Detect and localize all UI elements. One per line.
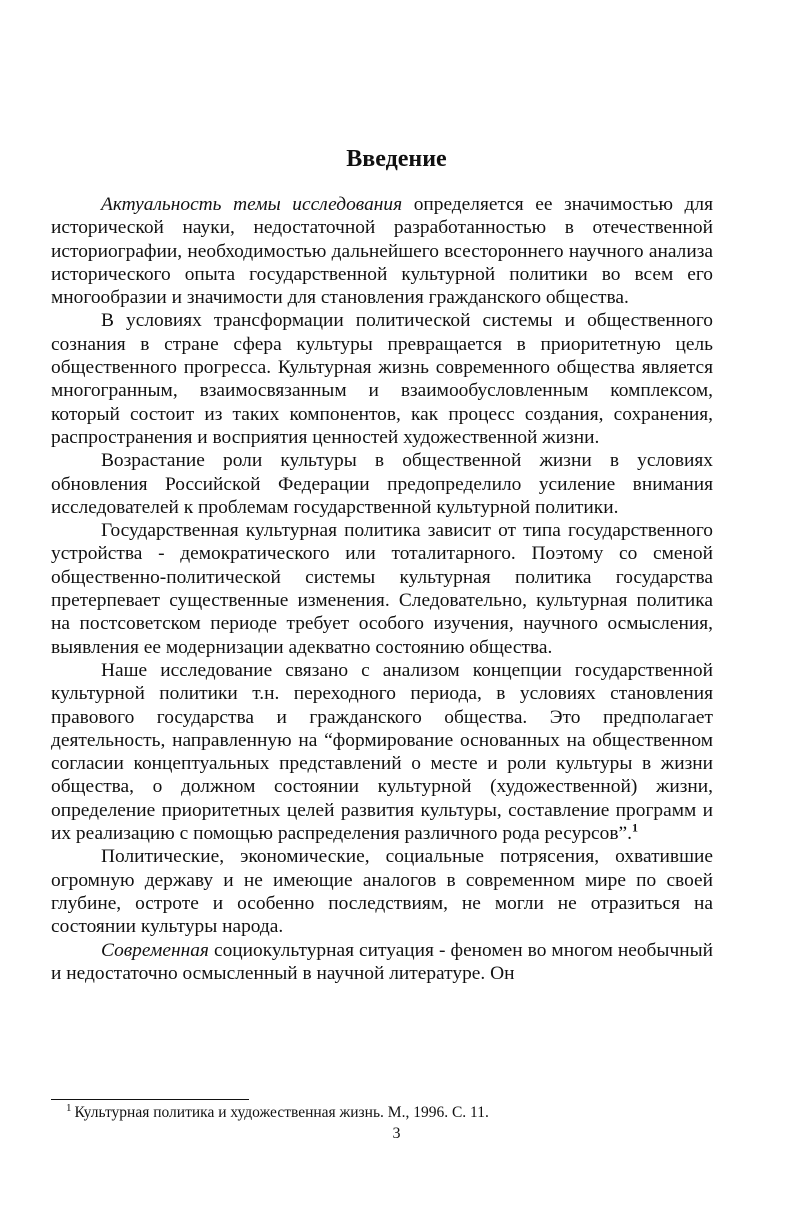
paragraph-state-policy (51, 519, 713, 659)
body-text (51, 193, 713, 985)
footnote-text: Культурная политика и художественная жизнь. М., 1996. С. 11. (74, 1104, 489, 1121)
paragraph-sociocultural (51, 939, 713, 986)
paragraph-lead-italic: Актуальность темы исследования (101, 194, 403, 215)
footnote (66, 1103, 706, 1123)
paragraph-text: Возрастание роли культуры в общественной жизни в условиях обновления Российской Федерации предопределило усиление внимания исследователей к проблемам государственной культурной политики. (51, 450, 713, 518)
paragraph-text: определяется ее значимостью для исторической науки, недостаточной разработанностью в отечественной историографии, необходимостью дальнейшего всестороннего научного анализа исторического опыта государственной культурной политики во всем его многообразии и значимости для становления гражданского общества. (51, 194, 714, 309)
page-number: 3 (392, 1125, 401, 1142)
paragraph-text: Государственная культурная политика зависит от типа государственного устройства - демократического или тоталитарного. Поэтому со сменой общественно-политической системы культурная политика государства претерпевает существенные изменения. Следовательно, культурная политика на постсоветском периоде требует особого изучения, научного осмысления, выявления ее модернизации адекватно состоянию общества. (51, 520, 713, 658)
paragraph-text: В условиях трансформации политической системы и общественного сознания в стране сфера культуры превращается в приоритетную цель общественного прогресса. Культурная жизнь современного общества является многогранным, взаимосвязанным и взаимообусловленным комплексом, который состоит из таких компонентов, как процесс создания, сохранения, распространения и восприятия ценностей художественной жизни. (51, 310, 713, 448)
paragraph-text: Наше исследование связано с анализом концепции государственной культурной политики т.н. переходного периода, в условиях становления правового государства и гражданского общества. Это предполагает деятельность, направленную на “формирование основанных на общественном согласии концептуальных представлений о месте и роли культуры в жизни общества, о должном состоянии культурной (художественной) жизни, определение приоритетных целей развития культуры, составление программ и их реализацию с помощью распределения различного рода ресурсов”. (51, 659, 713, 845)
paragraph-relevance (51, 193, 713, 309)
paragraph-culture-role (51, 449, 713, 519)
paragraph-research (51, 659, 713, 845)
footnote-divider (51, 1099, 249, 1100)
paragraph-transformation (51, 309, 713, 449)
paragraph-lead-italic: Современная (101, 939, 209, 961)
paragraph-upheavals (51, 845, 713, 938)
footnote-marker: 1 (66, 1101, 72, 1114)
footnote-reference[interactable]: 1 (631, 820, 638, 835)
paragraph-text: Политические, экономические, социальные потрясения, охватившие огромную державу и не имеющие аналогов в современном мире по своей глубине, остроте и особенно последствиям, не могли не отразиться на состоянии культуры народа. (51, 846, 713, 938)
paragraph-text: социокультурная ситуация - феномен во многом необычный и недостаточно осмысленный в научной литературе. Он (51, 939, 713, 984)
page-title: Введениe (346, 146, 447, 172)
